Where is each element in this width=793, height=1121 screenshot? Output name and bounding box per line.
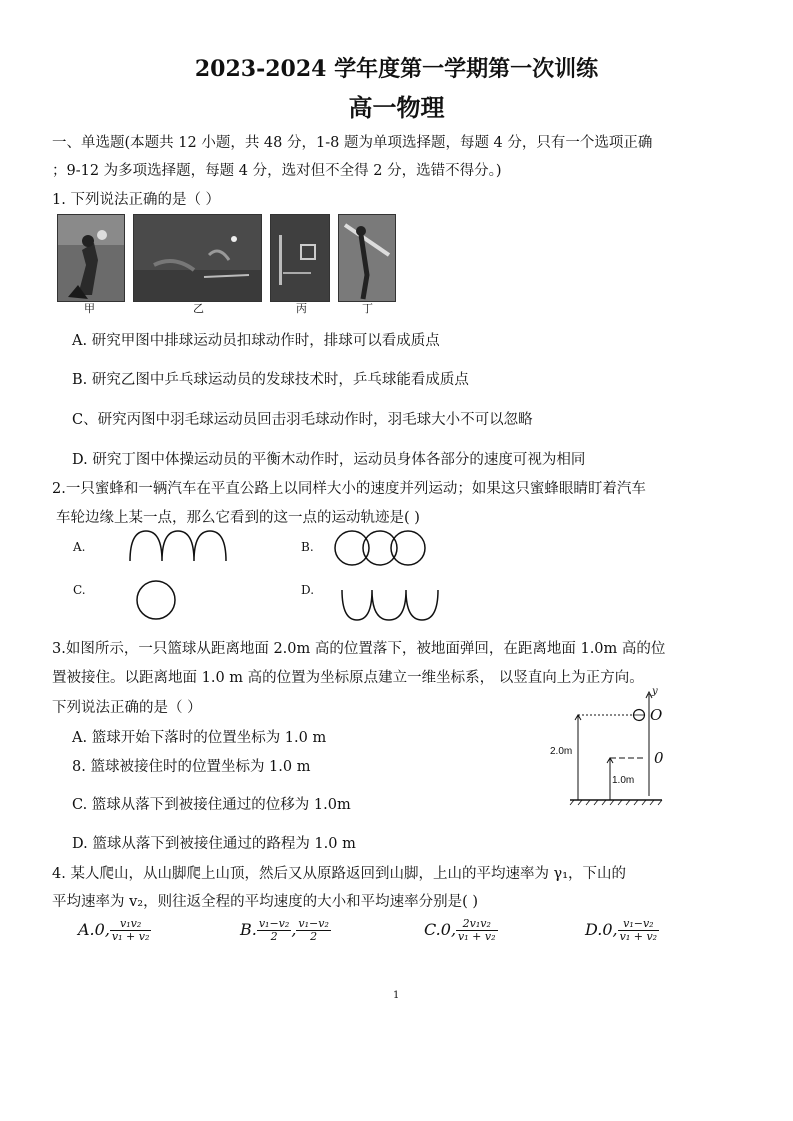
question-2-line2: 车轮边缘上某一点，那么它看到的这一点的运动轨迹是( ) <box>56 510 420 526</box>
question-3-line3: 下列说法正确的是（ ） <box>52 700 202 716</box>
q1-option-a: A. 研究甲图中排球运动员扣球动作时，排球可以看成质点 <box>72 333 440 349</box>
q4-option-a-fraction <box>110 918 151 943</box>
q4-option-a <box>78 918 151 943</box>
q4-option-c-fraction <box>456 918 497 943</box>
q4-option-b-fraction-2 <box>296 918 330 943</box>
question-4-line1: 4. 某人爬山，从山脚爬上山顶，然后又从原路返回到山脚，上山的平均速率为 γ₁，下山的 <box>52 866 627 882</box>
caption-yi: 乙 <box>193 302 204 315</box>
q2-label-d: D. <box>301 583 315 597</box>
q2-label-a: A. <box>73 540 86 554</box>
figure-origin-label: 0 <box>654 749 664 767</box>
q2-label-b: B. <box>301 540 314 554</box>
trajectory-arches <box>120 528 230 564</box>
basketball-figure <box>550 686 680 806</box>
q1-option-c: C、研究丙图中羽毛球运动员回击羽毛球动作时，羽毛球大小不可以忽略 <box>72 412 533 428</box>
q2-label-c: C. <box>73 583 86 597</box>
fraction-numerator: v₁v₂ <box>110 918 151 931</box>
fraction-denominator: v₁ + v₂ <box>111 930 150 943</box>
q3-option-a: A. 篮球开始下落时的位置坐标为 1.0 m <box>72 730 327 746</box>
question-1-stem: 1. 下列说法正确的是（ ） <box>52 192 221 208</box>
trajectory-cusps <box>338 584 444 624</box>
question-3-line1: 3.如图所示，一只篮球从距离地面 2.0m 高的位置落下，被地面弹回，在距离地面 1.0m 高的位 <box>52 641 666 657</box>
q4-option-b <box>240 918 331 943</box>
caption-ding: 丁 <box>362 302 373 315</box>
photo-table-tennis <box>133 214 262 302</box>
q1-option-b: B. 研究乙图中乒乓球运动员的发球技术时，乒乓球能看成质点 <box>72 372 469 388</box>
q4-option-b-fraction-1 <box>257 918 291 943</box>
q4-option-c-prefix: C.0, <box>424 920 457 939</box>
question-3-line2: 置被接住。以距离地面 1.0 m 高的位置为坐标原点建立一维坐标系， 以竖直向上为正方向。 <box>52 670 644 686</box>
exam-title: 2023-2024 学年度第一学期第一次训练 <box>194 56 599 82</box>
section-instructions-line2: ；9-12 为多项选择题，每题 4 分，选对但不全得 2 分，选错不得分。) <box>52 163 502 179</box>
trajectory-loops <box>330 528 430 568</box>
fraction-numerator: 2v₁v₂ <box>456 918 497 931</box>
q4-option-b-prefix: B. <box>240 920 257 939</box>
question-2-line1: 2.一只蜜蜂和一辆汽车在平直公路上以同样大小的速度并列运动；如果这只蜜蜂眼睛盯着汽车 <box>52 481 646 497</box>
figure-height-1m: 1.0m <box>612 775 635 786</box>
q3-option-b: 8. 篮球被接住时的位置坐标为 1.0 m <box>72 759 311 775</box>
trajectory-circle <box>134 578 178 622</box>
question-4-line2: 平均速率为 v₂，则往返全程的平均速度的大小和平均速率分别是( ) <box>52 894 479 910</box>
q4-option-d <box>585 918 659 943</box>
photo-balance-beam <box>338 214 396 302</box>
figure-height-2m: 2.0m <box>550 746 573 757</box>
page-number: 1 <box>393 990 400 1001</box>
fraction-numerator: v₁−v₂ <box>618 918 659 931</box>
fraction-denominator: 2 <box>270 930 278 943</box>
q4-option-a-prefix: A.0, <box>78 920 110 939</box>
exam-subtitle: 高一物理 <box>348 93 445 122</box>
q3-option-d: D. 篮球从落下到被接住通过的路程为 1.0 m <box>72 836 356 852</box>
q4-option-b-separator: , <box>291 920 297 939</box>
q4-option-d-prefix: D.0, <box>585 920 618 939</box>
q1-option-d: D. 研究丁图中体操运动员的平衡木动作时，运动员身体各部分的速度可视为相同 <box>72 452 586 468</box>
caption-jia: 甲 <box>84 302 95 315</box>
section-instructions-line1: 一、单选题(本题共 12 小题，共 48 分，1-8 题为单项选择题，每题 4 分，只有一个选项正确 <box>52 135 653 151</box>
q4-option-c <box>424 918 498 943</box>
fraction-numerator: v₁−v₂ <box>298 917 329 930</box>
q3-option-c: C. 篮球从落下到被接住通过的位移为 1.0m <box>72 797 351 813</box>
photo-badminton <box>270 214 330 302</box>
q4-option-d-fraction <box>618 918 659 943</box>
fraction-denominator: v₁ + v₂ <box>619 930 658 943</box>
figure-axis-y: y <box>652 686 658 697</box>
figure-top-label: O <box>650 706 663 724</box>
fraction-denominator: 2 <box>310 930 318 943</box>
fraction-numerator: v₁−v₂ <box>258 917 290 930</box>
photo-volleyball <box>57 214 125 302</box>
fraction-denominator: v₁ + v₂ <box>458 930 496 943</box>
caption-bing: 丙 <box>296 302 307 315</box>
